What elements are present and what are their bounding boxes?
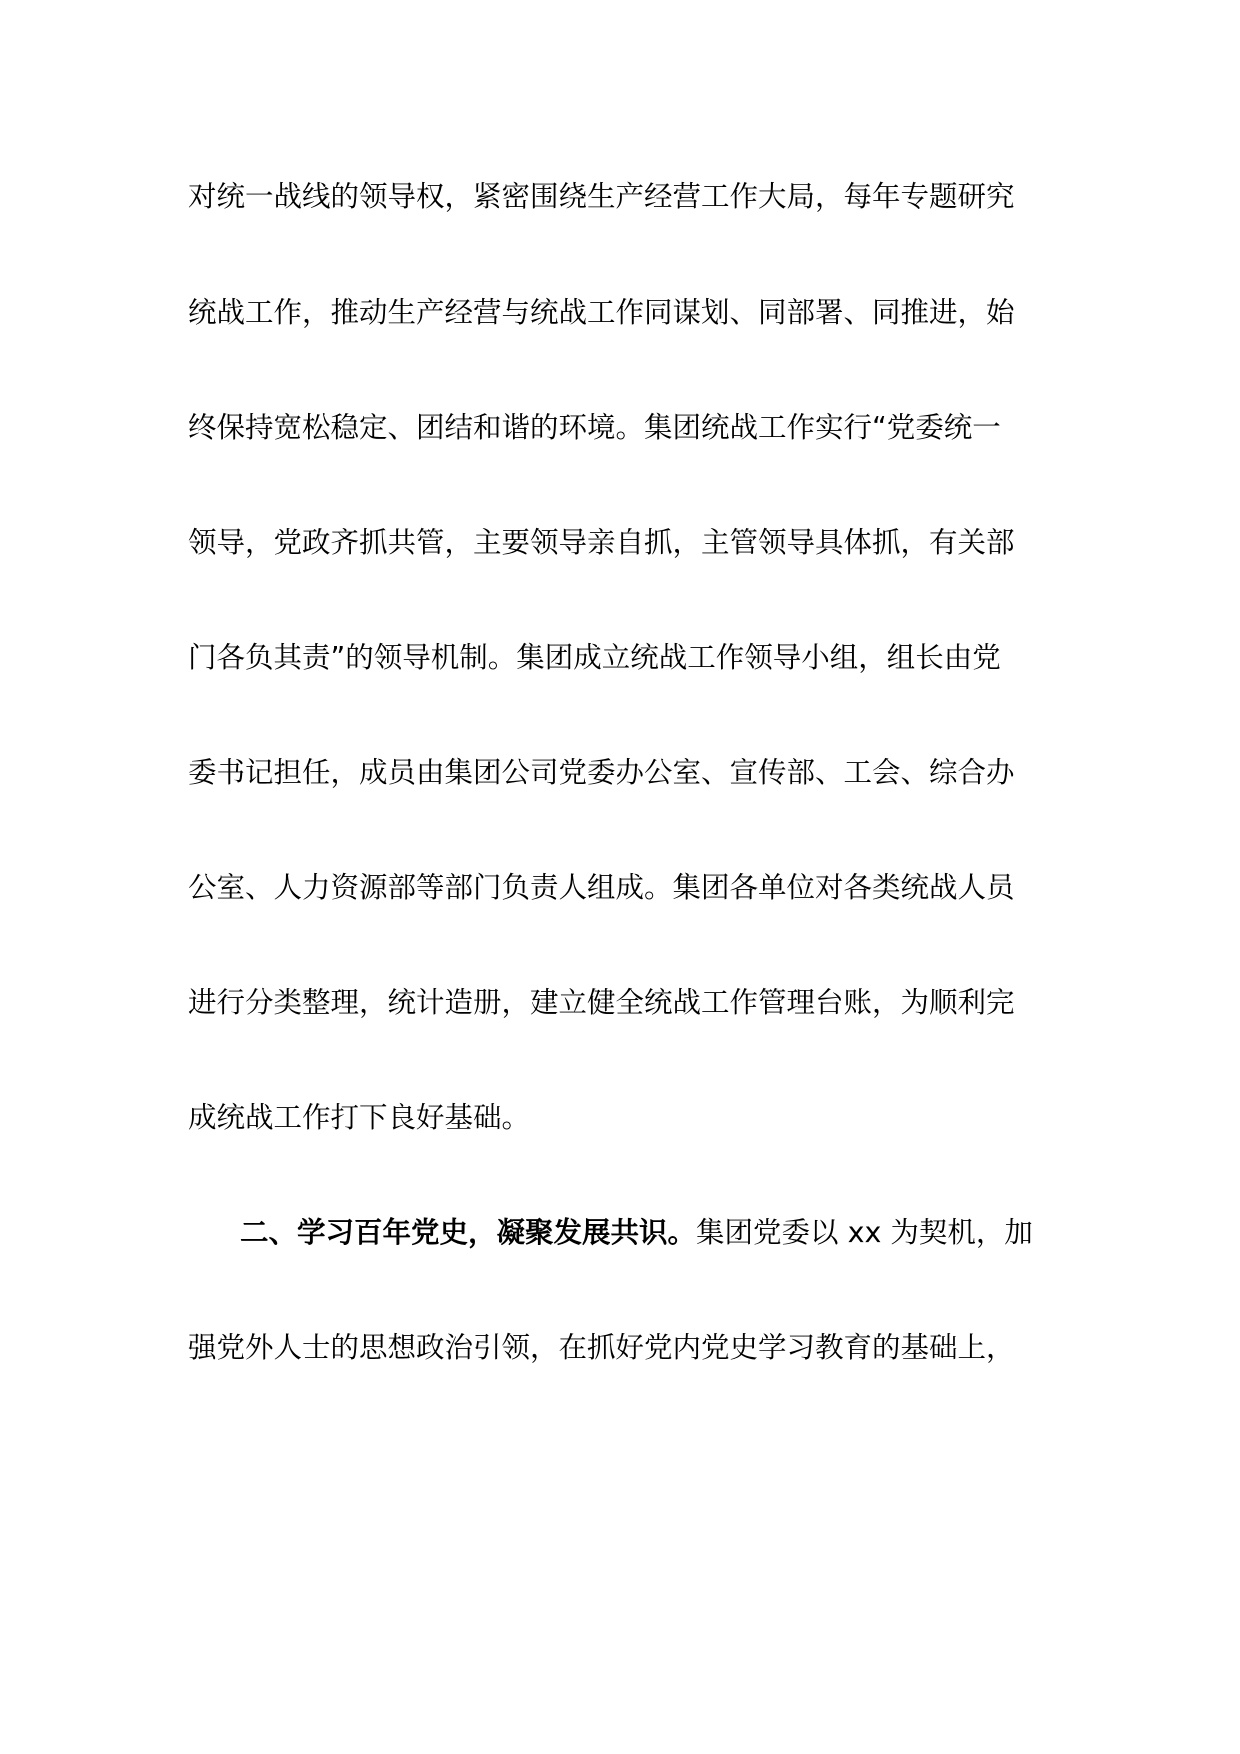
paragraph-1-line-8: 进行分类整理，统计造册，建立健全统战工作管理台账，为顺利完 bbox=[188, 986, 1015, 1019]
paragraph-1-line-2: 统战工作，推动生产经营与统战工作同谋划、同部署、同推进，始 bbox=[188, 296, 1015, 329]
paragraph-1-line-1: 对统一战线的领导权，紧密围绕生产经营工作大局，每年专题研究 bbox=[188, 180, 1015, 213]
paragraph-1-line-6: 委书记担任，成员由集团公司党委办公室、宣传部、工会、综合办 bbox=[188, 756, 1015, 789]
paragraph-1-line-9: 成统战工作打下良好基础。 bbox=[188, 1101, 531, 1134]
section-heading: 二、学习百年党史，凝聚发展共识。 bbox=[240, 1216, 697, 1249]
paragraph-2-line-2: 强党外人士的思想政治引领，在抓好党内党史学习教育的基础上， bbox=[188, 1331, 1015, 1364]
paragraph-2-first-line bbox=[240, 1213, 1033, 1253]
paragraph-1-line-5: 门各负其责”的领导机制。集团成立统战工作领导小组，组长由党 bbox=[188, 641, 1001, 674]
paragraph-1-line-7: 公室、人力资源部等部门负责人组成。集团各单位对各类统战人员 bbox=[188, 871, 1015, 904]
paragraph-2-first-line-text: 集团党委以 xx 为契机，加 bbox=[696, 1216, 1033, 1249]
paragraph-1-line-4: 领导，党政齐抓共管，主要领导亲自抓，主管领导具体抓，有关部 bbox=[188, 526, 1015, 559]
paragraph-1-line-3: 终保持宽松稳定、团结和谐的环境。集团统战工作实行“党委统一 bbox=[188, 411, 1001, 444]
